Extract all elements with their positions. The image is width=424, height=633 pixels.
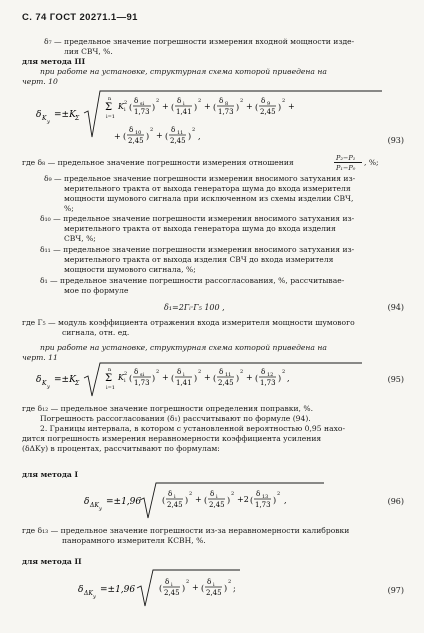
svg-text:(: ( (171, 103, 175, 112)
delta9-line4: %; (64, 204, 74, 213)
gamma5-definition: где Г₅ — модуль коэффициента отражения входа измерителя мощности шумового (22, 318, 355, 327)
svg-text:,: , (284, 496, 287, 505)
svg-text:+: + (246, 102, 253, 111)
svg-text:i: i (124, 107, 126, 113)
svg-text:(: ( (204, 496, 208, 505)
svg-text:): ) (236, 103, 240, 112)
svg-text:(: ( (129, 103, 133, 112)
svg-text:Σ: Σ (75, 115, 80, 122)
svg-text:i: i (213, 582, 215, 588)
setup-note-11-cont: черт. 11 (22, 353, 58, 362)
svg-text:i: i (174, 494, 176, 500)
delta7-definition-cont: лия СВЧ, %. (64, 47, 113, 56)
svg-text:Σ: Σ (105, 373, 113, 384)
svg-text:1,73: 1,73 (134, 108, 150, 116)
svg-text:=±K: =±K (54, 375, 76, 385)
svg-text:=±K: =±K (54, 110, 76, 120)
setup-note-10-cont: черт. 10 (22, 77, 58, 86)
svg-text:=±1,96: =±1,96 (106, 497, 142, 507)
eq-number-94: (94) (387, 303, 404, 312)
svg-text:(: ( (171, 374, 175, 383)
delta9-line3: мощности шумового сигнала при исключенном из схемы изделии СВЧ, (64, 194, 354, 203)
svg-text:1,73: 1,73 (218, 108, 234, 116)
setup-note-11: при работе на установке, структурная схема которой приведена на (40, 343, 327, 352)
svg-text:2: 2 (228, 579, 232, 585)
interval-line3: (δΔKу) в процентах, рассчитывают по формулам: (22, 444, 220, 453)
setup-note-10: при работе на установке, структурная схема которой приведена на (40, 67, 327, 76)
svg-text:i: i (216, 494, 218, 500)
svg-text:11: 11 (225, 372, 232, 378)
method-2-heading: для метода II (22, 557, 82, 566)
svg-text:1,41: 1,41 (176, 379, 192, 387)
interval-line2: дится погрешность измерения неравномерности коэффициента усиления (22, 434, 322, 443)
formula-95 (22, 360, 392, 400)
delta11-line2: мерительного тракта от выхода изделия СВЧ до входа измерителя (64, 255, 334, 264)
delta8-definition: где δ₈ — предельное значение погрешности измерения отношения (22, 158, 294, 167)
eq-number-93: (93) (387, 136, 404, 145)
svg-text:δ: δ (168, 490, 173, 498)
svg-text:2,45: 2,45 (170, 137, 186, 145)
svg-text:2,45: 2,45 (260, 108, 276, 116)
delta10-line2: мерительного тракта от выхода генератора шума до входа изделия (64, 224, 336, 233)
svg-text:+: + (156, 131, 163, 140)
svg-text:(: ( (213, 103, 217, 112)
svg-text:δ: δ (207, 578, 212, 586)
svg-text:+: + (195, 495, 202, 504)
svg-text:2: 2 (124, 100, 128, 106)
svg-text:): ) (273, 496, 277, 505)
eq-number-96: (96) (387, 497, 404, 506)
svg-text:(: ( (250, 496, 254, 505)
svg-text:2: 2 (240, 98, 244, 104)
svg-text:δ: δ (129, 126, 134, 134)
svg-text:δ: δ (261, 97, 266, 105)
svg-text:2,45: 2,45 (218, 379, 234, 387)
svg-text:K: K (118, 373, 124, 382)
delta1-definition: δ₁ — предельное значение погрешности рассогласования, %, рассчитывае- (40, 276, 345, 285)
svg-text:K: K (118, 102, 124, 111)
svg-text:i: i (124, 378, 126, 384)
svg-text:1,73: 1,73 (255, 501, 271, 509)
svg-text:,: , (198, 132, 201, 141)
svg-text:): ) (185, 496, 189, 505)
method-3-heading: для метода III (22, 57, 86, 66)
svg-text:δ: δ (84, 497, 90, 507)
svg-text:δ: δ (210, 490, 215, 498)
delta11-definition: δ₁₁ — предельное значение погрешности измерения вносимого затухания из- (40, 245, 355, 254)
svg-text:(: ( (213, 374, 217, 383)
svg-text:,: , (287, 374, 290, 383)
svg-text:K: K (42, 115, 47, 122)
svg-text:(: ( (159, 584, 163, 593)
svg-text:9: 9 (267, 101, 271, 107)
svg-text:): ) (146, 132, 150, 141)
svg-text:K: K (42, 380, 47, 387)
svg-text:δ: δ (36, 110, 42, 120)
svg-text:(: ( (123, 132, 127, 141)
svg-text:ΔK: ΔK (90, 502, 99, 509)
svg-text:δ: δ (219, 97, 224, 105)
svg-text:1,73: 1,73 (134, 379, 150, 387)
svg-text:+: + (192, 583, 199, 592)
svg-text:): ) (236, 374, 240, 383)
svg-text:i=1: i=1 (106, 114, 115, 120)
gamma5-line2: сигнала, отн. ед. (62, 328, 130, 337)
eq-number-95: (95) (387, 375, 404, 384)
svg-text:1,73: 1,73 (260, 379, 276, 387)
svg-text:): ) (194, 374, 198, 383)
svg-text:): ) (182, 584, 186, 593)
method-1-heading: для метода I (22, 470, 79, 479)
svg-text:2: 2 (192, 127, 196, 133)
mismatch-note: Погрешность рассогласования (δ₁) рассчитывают по формуле (94). (40, 414, 311, 423)
svg-text:2: 2 (277, 491, 281, 497)
svg-text:(: ( (129, 374, 133, 383)
svg-text:2: 2 (189, 491, 193, 497)
svg-text:): ) (278, 374, 282, 383)
delta9-definition: δ₉ — предельное значение погрешности измерения вносимого затухания из- (44, 174, 356, 183)
svg-text:): ) (152, 103, 156, 112)
svg-text:(: ( (165, 132, 169, 141)
svg-text:+2: +2 (237, 495, 249, 504)
svg-text:2: 2 (282, 369, 286, 375)
svg-text:у: у (99, 506, 102, 512)
svg-text:δ: δ (78, 585, 84, 595)
svg-text:): ) (224, 584, 228, 593)
svg-text:2: 2 (231, 491, 235, 497)
svg-text:2: 2 (156, 369, 160, 375)
delta7-definition: δ₇ — предельное значение погрешности измерения входной мощности изде- (44, 37, 355, 46)
interval-paragraph: 2. Границы интервала, в котором с установленной вероятностью 0,95 нахо- (40, 424, 346, 433)
svg-text:2: 2 (124, 371, 128, 377)
svg-text:ΔK: ΔK (84, 590, 93, 597)
delta10-line3: СВЧ, %; (64, 234, 96, 243)
formula-94: δ₁=2Гᵢ·Г₅ 100 , (164, 303, 225, 312)
svg-text:δ: δ (165, 578, 170, 586)
svg-text:2: 2 (198, 98, 202, 104)
svg-text:2,45: 2,45 (167, 501, 183, 509)
svg-text:2: 2 (150, 127, 154, 133)
svg-text:2,45: 2,45 (164, 589, 180, 597)
svg-text:): ) (188, 132, 192, 141)
delta13-definition: где δ₁₃ — предельное значение погрешности из-за неравномерности калибровки (22, 526, 350, 535)
svg-text:Σ: Σ (105, 102, 113, 113)
ratio-numerator: P₂−P₁ (336, 154, 356, 162)
svg-text:(: ( (255, 103, 259, 112)
svg-text:11: 11 (177, 130, 184, 136)
svg-text:): ) (278, 103, 282, 112)
ratio-denominator: P₁−P₀ (336, 164, 356, 172)
svg-text:;: ; (233, 584, 236, 593)
svg-text:2,45: 2,45 (209, 501, 225, 509)
svg-text:у: у (47, 119, 50, 125)
svg-text:13: 13 (262, 494, 269, 500)
svg-text:δ: δ (219, 368, 224, 376)
svg-text:): ) (152, 374, 156, 383)
ratio-suffix: , %; (364, 158, 379, 167)
formula-96 (22, 480, 392, 522)
svg-text:δ: δ (261, 368, 266, 376)
page-header: С. 74 ГОСТ 20271.1—91 (22, 12, 138, 23)
svg-text:i=1: i=1 (106, 385, 115, 391)
eq-number-97: (97) (387, 586, 404, 595)
svg-text:si: si (140, 101, 145, 107)
svg-text:2: 2 (240, 369, 244, 375)
svg-text:+: + (162, 102, 169, 111)
svg-text:i: i (171, 582, 173, 588)
formula-97 (22, 566, 392, 610)
svg-text:Σ: Σ (75, 380, 80, 387)
svg-text:+: + (204, 373, 211, 382)
svg-text:2: 2 (282, 98, 286, 104)
svg-text:(: ( (255, 374, 259, 383)
svg-text:8: 8 (225, 101, 229, 107)
svg-text:2: 2 (186, 579, 190, 585)
svg-text:δ: δ (177, 97, 182, 105)
svg-text:(: ( (201, 584, 205, 593)
svg-text:+: + (204, 102, 211, 111)
svg-text:): ) (194, 103, 198, 112)
svg-text:1,41: 1,41 (176, 108, 192, 116)
svg-text:δ: δ (256, 490, 261, 498)
formula-93 (22, 87, 392, 152)
delta12-definition: где δ₁₂ — предельное значение погрешности определения поправки, %. (22, 404, 314, 413)
svg-text:δ: δ (177, 368, 182, 376)
svg-text:δ: δ (134, 368, 139, 376)
svg-text:2: 2 (198, 369, 202, 375)
svg-text:у: у (93, 594, 96, 600)
svg-text:(: ( (162, 496, 166, 505)
svg-text:+: + (162, 373, 169, 382)
svg-text:10: 10 (135, 130, 142, 136)
svg-text:2,45: 2,45 (206, 589, 222, 597)
svg-text:+: + (288, 102, 295, 111)
svg-text:2,45: 2,45 (128, 137, 144, 145)
svg-text:δ: δ (171, 126, 176, 134)
svg-text:2: 2 (156, 98, 160, 104)
svg-text:+: + (246, 373, 253, 382)
svg-text:δ: δ (134, 97, 139, 105)
svg-text:i: i (183, 101, 185, 107)
delta13-line2: панорамного измерителя КСВН, %. (62, 536, 206, 545)
svg-text:12: 12 (267, 372, 274, 378)
svg-text:si: si (140, 372, 145, 378)
svg-text:=±1,96: =±1,96 (100, 585, 136, 595)
delta11-line3: мощности шумового сигнала, %; (64, 265, 196, 274)
svg-text:n: n (108, 96, 112, 102)
svg-text:n: n (108, 367, 112, 373)
svg-text:+: + (114, 132, 121, 141)
svg-text:): ) (227, 496, 231, 505)
delta1-line2: мое по формуле (64, 286, 129, 295)
svg-text:δ: δ (36, 375, 42, 385)
delta10-definition: δ₁₀ — предельное значение погрешности измерения вносимого затухания из- (40, 214, 355, 223)
delta9-line2: мерительного тракта от выхода генератора шума до входа измерителя (64, 184, 351, 193)
svg-text:у: у (47, 384, 50, 390)
svg-text:i: i (183, 372, 185, 378)
